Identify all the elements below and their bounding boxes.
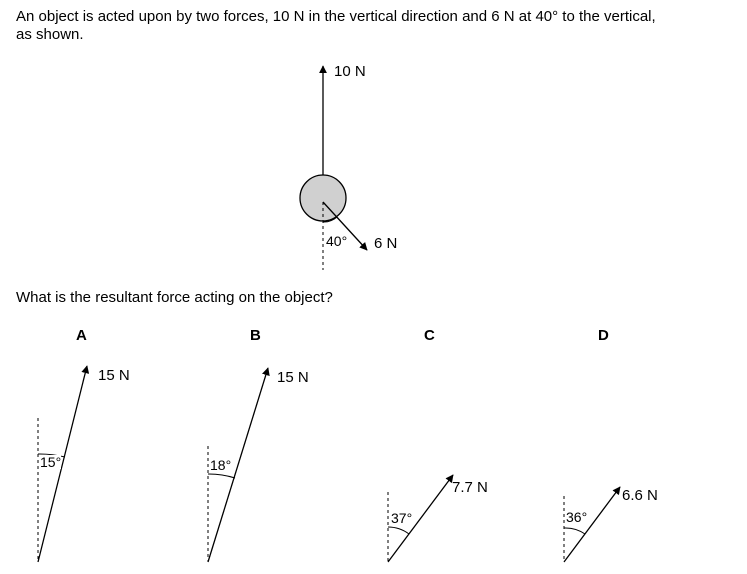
option-b-angle-arc — [208, 474, 235, 478]
option-a-force-label: 15 N — [98, 367, 130, 384]
option-d-angle-arc — [564, 528, 585, 534]
question-text-line1: An object is acted upon by two forces, 10 N in the vertical direction and 6 N at 40° to the vertical, — [16, 8, 656, 25]
option-c-angle-arc — [388, 527, 409, 534]
question-prompt: What is the resultant force acting on the object? — [16, 289, 333, 306]
option-d-letter: D — [598, 327, 609, 344]
option-d-force-label: 6.6 N — [622, 487, 658, 504]
option-b-angle-label: 18° — [210, 457, 232, 473]
vertical-force-label: 10 N — [334, 63, 366, 80]
angled-force-label: 6 N — [374, 235, 398, 252]
angle-label-40: 40° — [326, 233, 348, 249]
option-d-angle-label: 36° — [566, 509, 588, 525]
question-text-line2: as shown. — [16, 26, 84, 43]
option-c-letter: C — [424, 327, 435, 344]
option-b-letter: B — [250, 327, 261, 344]
option-b-force-label: 15 N — [277, 369, 309, 386]
option-a-letter: A — [76, 327, 87, 344]
option-c-force-label: 7.7 N — [452, 479, 488, 496]
option-a-angle-label: 15° — [40, 454, 62, 470]
option-c-angle-label: 37° — [391, 510, 413, 526]
